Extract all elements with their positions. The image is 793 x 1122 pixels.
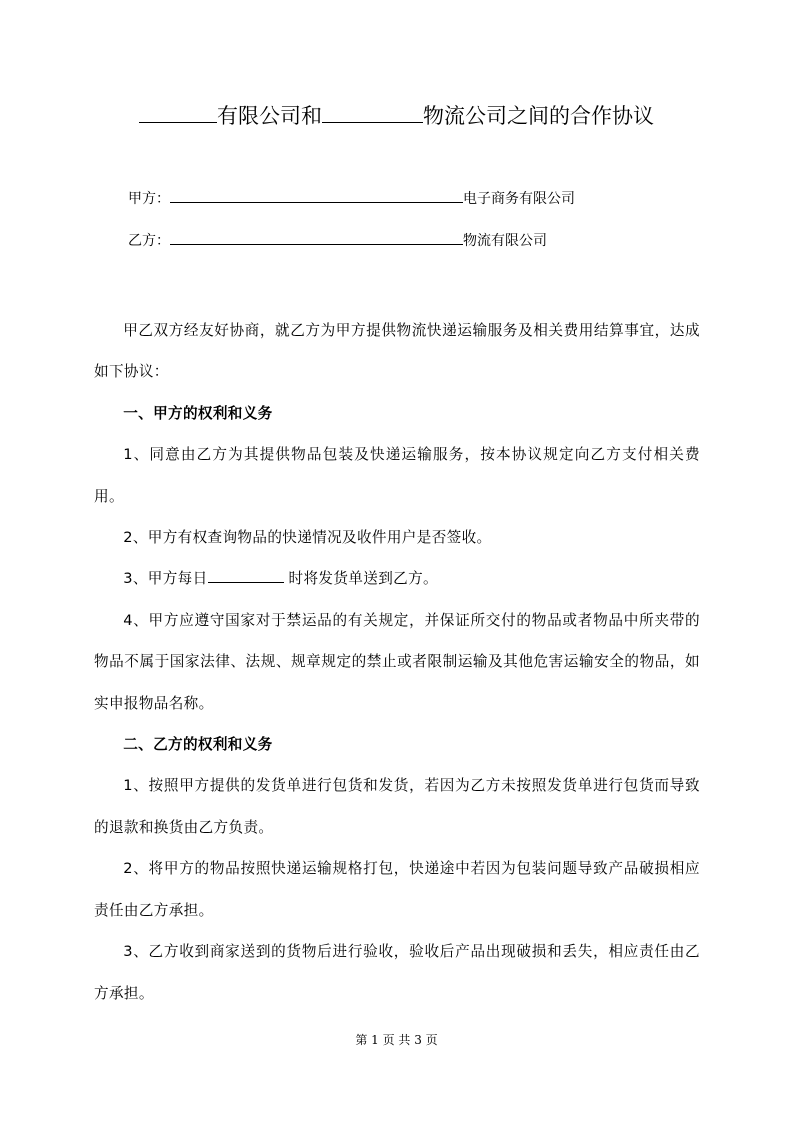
party-a-suffix: 电子商务有限公司 — [463, 191, 575, 207]
title-blank-logistics — [322, 100, 423, 123]
page-footer: 第 1 页 共 3 页 — [355, 1033, 438, 1047]
party-b-blank — [170, 229, 463, 245]
party-a-label: 甲方： — [128, 191, 170, 207]
section-1-item-3-after: 时将发货单送到乙方。 — [283, 570, 438, 588]
section-1-item-1: 1、同意由乙方为其提供物品包装及快递运输服务，按本协议规定向乙方支付相关费用。 — [94, 446, 700, 505]
title-part-1: 有限公司和 — [217, 104, 322, 128]
section-1-item-4: 4、甲方应遵守国家对于禁运品的有关规定，并保证所交付的物品或者物品中所夹带的物品不属于国家法律、法规、规章规定的禁止或者限制运输及其他危害运输安全的物品，如实申报物品名称。 — [94, 611, 700, 712]
party-b-line — [128, 229, 547, 253]
section-2-item-1: 1、按照甲方提供的发货单进行包货和发货，若因为乙方未按照发货单进行包货而导致的退款和换货由乙方负责。 — [94, 777, 700, 836]
party-a-blank — [170, 187, 463, 203]
section-2-heading: 二、乙方的权利和义务 — [123, 736, 273, 754]
agreement-body — [94, 310, 700, 1014]
document-title — [0, 98, 793, 134]
section-2-item-2: 2、将甲方的物品按照快递运输规格打包，快递途中若因为包装问题导致产品破损相应责任由乙方承担。 — [94, 860, 700, 919]
party-b-label: 乙方： — [128, 233, 170, 249]
delivery-time-blank — [208, 567, 284, 583]
section-1-item-3-before: 3、甲方每日 — [123, 570, 208, 588]
party-a-line — [128, 187, 575, 211]
intro-paragraph: 甲乙双方经友好协商，就乙方为甲方提供物流快递运输服务及相关费用结算事宜，达成如下协议： — [94, 322, 700, 381]
party-b-suffix: 物流有限公司 — [463, 233, 547, 249]
section-1-item-3 — [94, 558, 700, 599]
section-1-heading: 一、甲方的权利和义务 — [123, 404, 273, 422]
section-1-item-2: 2、甲方有权查询物品的快递情况及收件用户是否签收。 — [123, 529, 492, 547]
title-blank-company — [139, 100, 217, 123]
title-part-2: 物流公司之间的合作协议 — [423, 104, 654, 128]
section-2-item-3: 3、乙方收到商家送到的货物后进行验收，验收后产品出现破损和丢失，相应责任由乙方承担。 — [94, 943, 700, 1002]
